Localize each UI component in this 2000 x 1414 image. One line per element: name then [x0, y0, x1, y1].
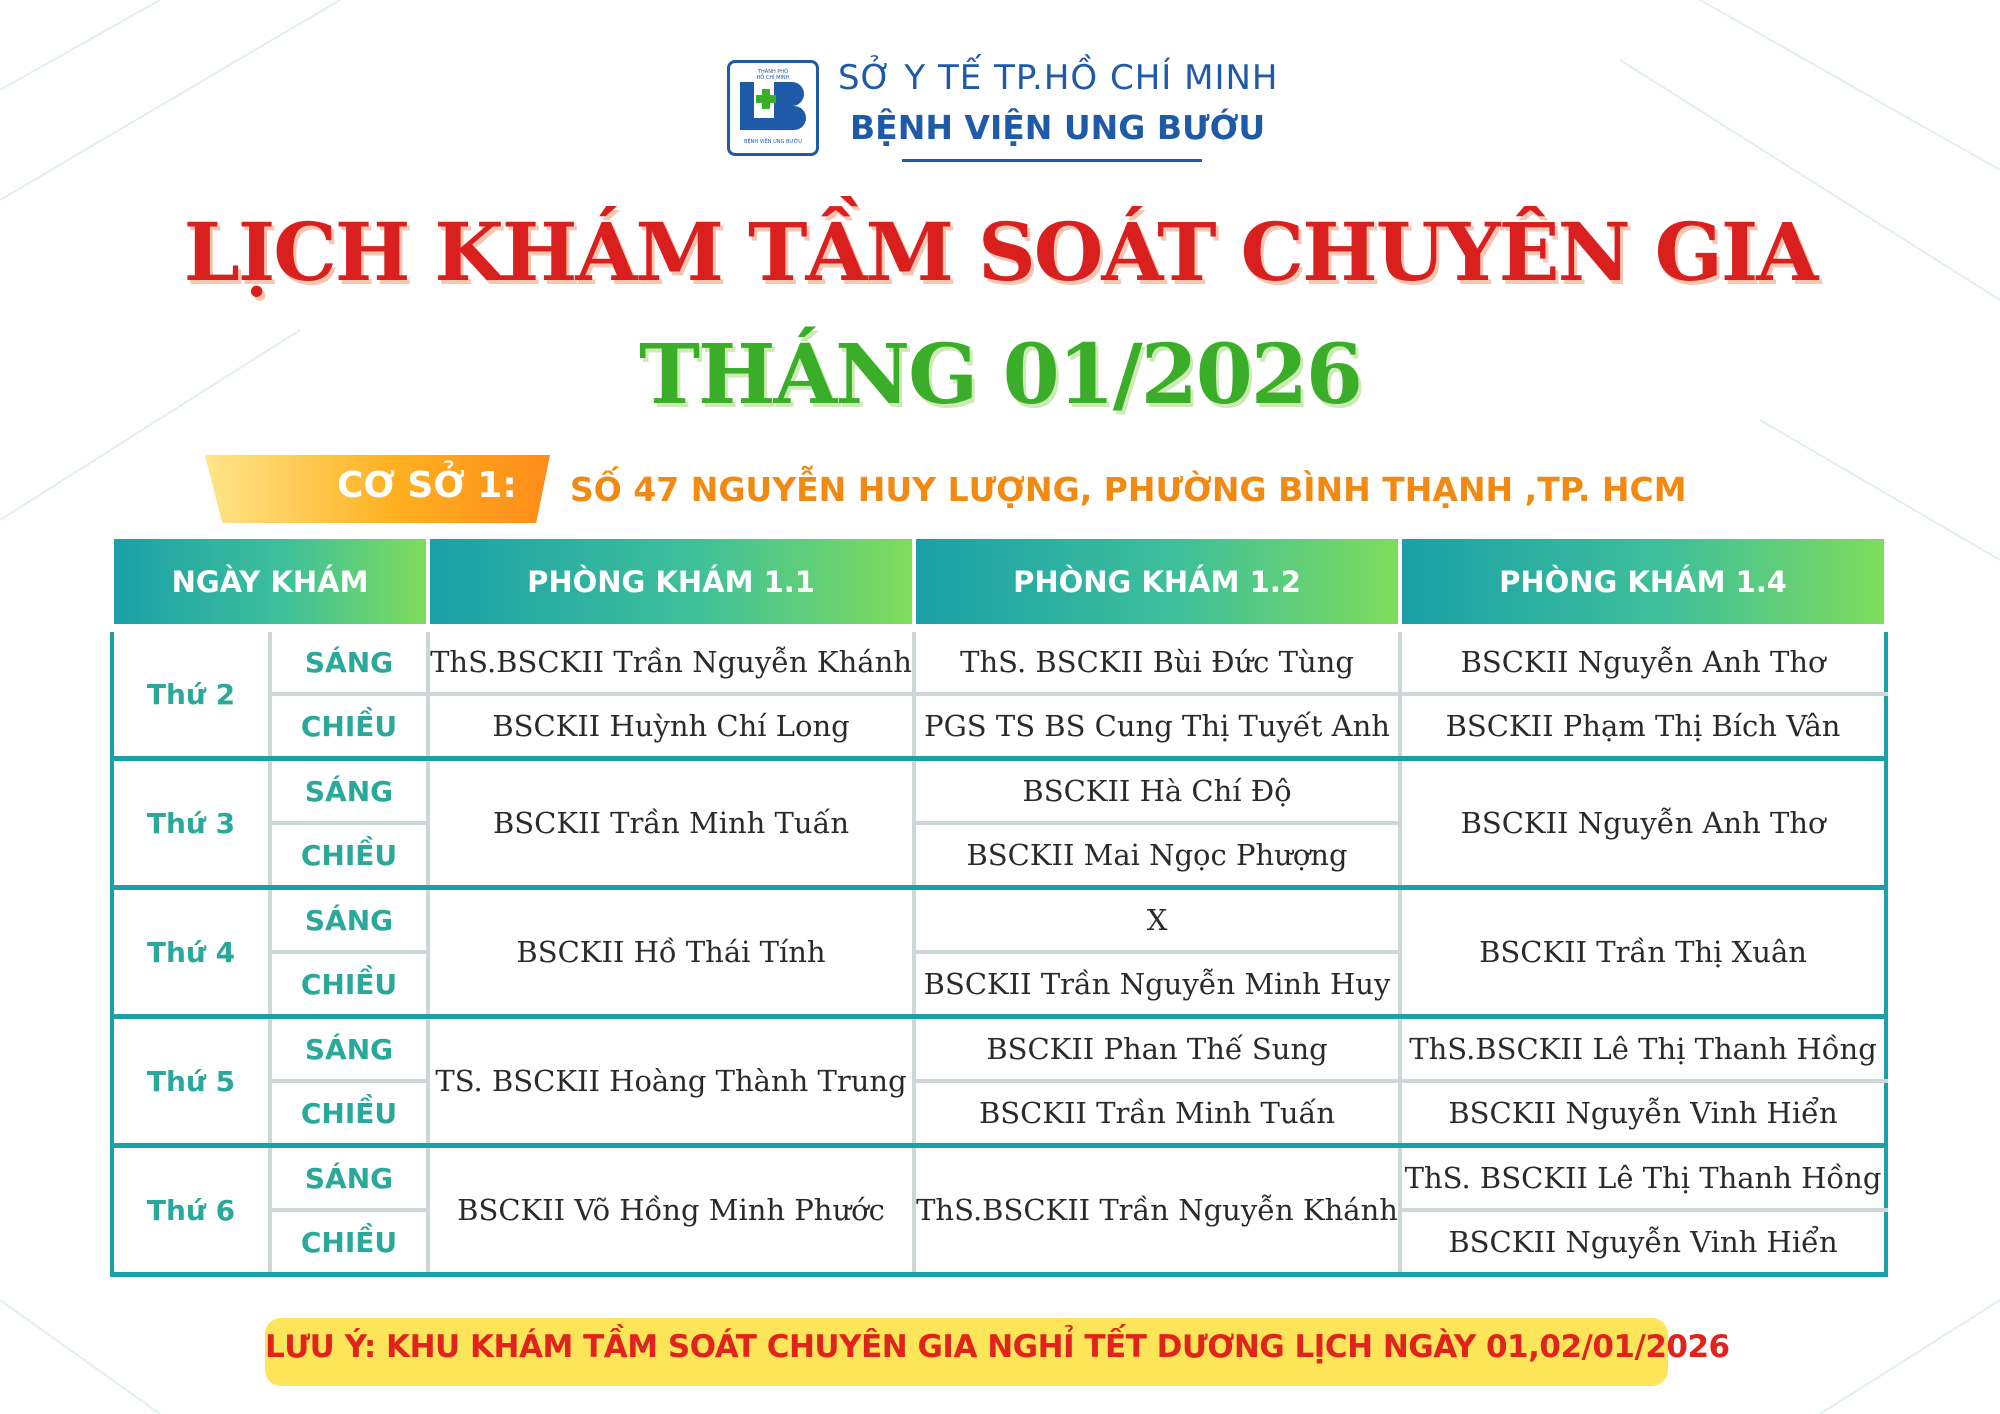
- department-name: SỞ Y TẾ TP.HỒ CHÍ MINH: [838, 58, 1279, 98]
- doctor-cell: BSCKII Nguyễn Anh Thơ: [1400, 759, 1886, 888]
- doctor-cell: BSCKII Trần Minh Tuấn: [914, 1081, 1400, 1146]
- doctor-cell: BSCKII Hồ Thái Tính: [428, 888, 914, 1017]
- session-afternoon: CHIỀU: [270, 823, 428, 888]
- doctor-cell: ThS.BSCKII Trần Nguyễn Khánh: [914, 1146, 1400, 1275]
- doctor-cell: BSCKII Nguyễn Anh Thơ: [1400, 632, 1886, 694]
- doctor-cell: ThS.BSCKII Lê Thị Thanh Hồng: [1400, 1017, 1886, 1082]
- doctor-cell: ThS. BSCKII Bùi Đức Tùng: [914, 632, 1400, 694]
- branch-label: CƠ SỞ 1:: [337, 465, 517, 506]
- doctor-cell: ThS. BSCKII Lê Thị Thanh Hồng: [1400, 1146, 1886, 1211]
- svg-text:HỒ CHÍ MINH: HỒ CHÍ MINH: [756, 75, 790, 81]
- schedule-table: [110, 539, 1888, 1277]
- session-morning: SÁNG: [270, 888, 428, 953]
- header-date: NGÀY KHÁM: [112, 539, 428, 624]
- table-row: [112, 888, 1886, 953]
- session-afternoon: CHIỀU: [270, 1081, 428, 1146]
- doctor-cell: BSCKII Nguyễn Vinh Hiển: [1400, 1081, 1886, 1146]
- session-morning: SÁNG: [270, 632, 428, 694]
- note-text: LƯU Ý: KHU KHÁM TẦM SOÁT CHUYÊN GIA NGHỈ TẾT DƯƠNG LỊCH NGÀY 01,02/01/2026: [265, 1329, 1730, 1365]
- doctor-cell: BSCKII Trần Nguyễn Minh Huy: [914, 952, 1400, 1017]
- doctor-cell: ThS.BSCKII Trần Nguyễn Khánh: [428, 632, 914, 694]
- day-cell: Thứ 3: [112, 759, 270, 888]
- hospital-name: BỆNH VIỆN UNG BƯỚU: [850, 108, 1266, 147]
- svg-text:BỆNH VIỆN UNG BƯỚU: BỆNH VIỆN UNG BƯỚU: [744, 139, 802, 145]
- session-afternoon: CHIỀU: [270, 1210, 428, 1275]
- page-subtitle: THÁNG 01/2026: [639, 327, 1361, 423]
- table-row: [112, 632, 1886, 694]
- table-header-row: [112, 539, 1886, 624]
- session-morning: SÁNG: [270, 1017, 428, 1082]
- day-cell: Thứ 5: [112, 1017, 270, 1146]
- doctor-cell: BSCKII Trần Thị Xuân: [1400, 888, 1886, 1017]
- session-morning: SÁNG: [270, 1146, 428, 1211]
- doctor-cell: BSCKII Võ Hồng Minh Phước: [428, 1146, 914, 1275]
- header-room-1-4: PHÒNG KHÁM 1.4: [1400, 539, 1886, 624]
- table-row: [112, 1081, 1886, 1146]
- table-row: [112, 694, 1886, 759]
- day-cell: Thứ 4: [112, 888, 270, 1017]
- doctor-cell: BSCKII Trần Minh Tuấn: [428, 759, 914, 888]
- page-title: LỊCH KHÁM TẦM SOÁT CHUYÊN GIA: [183, 205, 1817, 299]
- table-row: [112, 1146, 1886, 1211]
- doctor-cell: BSCKII Nguyễn Vinh Hiển: [1400, 1210, 1886, 1275]
- header-divider: [902, 159, 1202, 162]
- session-afternoon: CHIỀU: [270, 952, 428, 1017]
- hospital-logo: [727, 60, 819, 156]
- table-row: [112, 1017, 1886, 1082]
- session-afternoon: CHIỀU: [270, 694, 428, 759]
- doctor-cell: PGS TS BS Cung Thị Tuyết Anh: [914, 694, 1400, 759]
- header-room-1-1: PHÒNG KHÁM 1.1: [428, 539, 914, 624]
- day-cell: Thứ 2: [112, 632, 270, 759]
- branch-address: SỐ 47 NGUYỄN HUY LƯỢNG, PHƯỜNG BÌNH THẠNH ,TP. HCM: [570, 470, 1687, 509]
- doctor-cell: TS. BSCKII Hoàng Thành Trung: [428, 1017, 914, 1146]
- doctor-cell: BSCKII Phan Thế Sung: [914, 1017, 1400, 1082]
- doctor-cell: BSCKII Mai Ngọc Phượng: [914, 823, 1400, 888]
- doctor-cell: BSCKII Phạm Thị Bích Vân: [1400, 694, 1886, 759]
- session-morning: SÁNG: [270, 759, 428, 824]
- day-cell: Thứ 6: [112, 1146, 270, 1275]
- table-row: [112, 759, 1886, 824]
- svg-text:THÀNH PHỐ: THÀNH PHỐ: [757, 69, 789, 75]
- doctor-cell: BSCKII Huỳnh Chí Long: [428, 694, 914, 759]
- doctor-cell: X: [914, 888, 1400, 953]
- doctor-cell: BSCKII Hà Chí Độ: [914, 759, 1400, 824]
- header-room-1-2: PHÒNG KHÁM 1.2: [914, 539, 1400, 624]
